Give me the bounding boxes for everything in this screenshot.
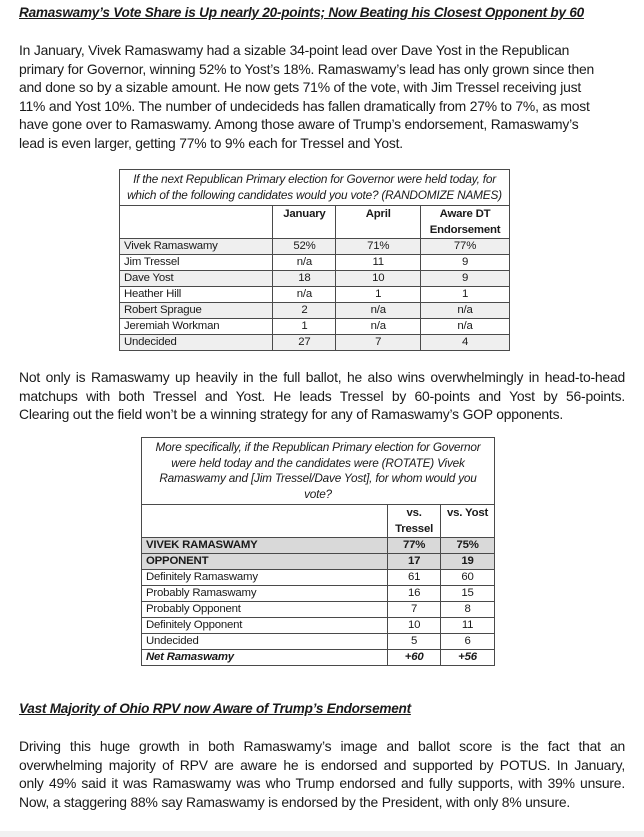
row-label: Jeremiah Workman (120, 319, 273, 335)
cell-aware: 77% (421, 239, 510, 255)
cell-vs-tressel: 17 (388, 554, 441, 570)
section-heading-vote-share: Ramaswamy’s Vote Share is Up nearly 20-points; Now Beating his Closest Opponent by 60 (19, 5, 584, 20)
cell-vs-yost: 75% (441, 538, 495, 554)
column-header-blank (142, 505, 388, 538)
cell-january: 2 (273, 303, 336, 319)
intro-paragraph (19, 41, 625, 153)
cell-april: 10 (336, 271, 421, 287)
table-row (142, 538, 495, 554)
row-label: Undecided (120, 335, 273, 351)
paragraph-line: matchups with both Tressel and Yost. He leads Tressel by 60-points and Yost by 56-points. (19, 387, 625, 404)
table-row (142, 586, 495, 602)
column-header-aware-dt: Aware DT Endorsement (421, 206, 510, 239)
paragraph-line: overwhelming majority of RPV are aware he is endorsed and supported by POTUS. In January, (19, 756, 625, 773)
column-header-blank (120, 206, 273, 239)
paragraph-line: primary for Governor, winning 52% to Yost’s 18%. Ramaswamy’s lead has only grown since then (19, 60, 595, 77)
table-question: More specifically, if the Republican Primary election for Governor were held today and the candidates were (ROTATE) Vivek Ramaswamy and [Jim Tressel/Dave Yost], for whom would you vote? (142, 438, 495, 505)
row-label: Undecided (142, 634, 388, 650)
cell-vs-tressel: +60 (388, 650, 441, 666)
cell-aware: 1 (421, 287, 510, 303)
cell-vs-yost: 15 (441, 586, 495, 602)
row-label: Vivek Ramaswamy (120, 239, 273, 255)
row-label: Jim Tressel (120, 255, 273, 271)
cell-aware: 4 (421, 335, 510, 351)
column-header-april: April (336, 206, 421, 239)
cell-january: 1 (273, 319, 336, 335)
cell-april: 71% (336, 239, 421, 255)
row-label: Robert Sprague (120, 303, 273, 319)
cell-april: 1 (336, 287, 421, 303)
table-row-net (142, 650, 495, 666)
head-to-head-table (141, 437, 495, 666)
paragraph-line: In January, Vivek Ramaswamy had a sizable 34-point lead over Dave Yost in the Republican (19, 42, 570, 58)
table-row (120, 287, 510, 303)
cell-vs-yost: 60 (441, 570, 495, 586)
row-label: Probably Opponent (142, 602, 388, 618)
paragraph-line: 11% and Yost 10%. The number of undecideds has fallen dramatically from 27% to 7%, as most (19, 97, 590, 114)
paragraph-line: Clearing out the field won’t be a winning strategy for any of Ramaswamy’s GOP opponents. (19, 406, 563, 423)
paragraph-line: have gone over to Ramaswamy. Among those aware of Trump’s endorsement, Ramaswamy’s (19, 116, 579, 133)
cell-january: 18 (273, 271, 336, 287)
cell-vs-yost: 11 (441, 618, 495, 634)
column-header-vs-yost: vs. Yost (441, 505, 495, 538)
cell-january: n/a (273, 287, 336, 303)
row-label: Probably Ramaswamy (142, 586, 388, 602)
paragraph-line: Now, a staggering 88% say Ramaswamy is endorsed by the President, with only 8% unsure. (19, 793, 571, 810)
head-to-head-paragraph (19, 368, 625, 424)
paragraph-line: Driving this huge growth in both Ramaswamy’s image and ballot score is the fact that an (19, 738, 625, 754)
cell-vs-tressel: 10 (388, 618, 441, 634)
row-label: Heather Hill (120, 287, 273, 303)
cell-aware: 9 (421, 255, 510, 271)
cell-april: 7 (336, 335, 421, 351)
cell-vs-yost: 19 (441, 554, 495, 570)
table-row (120, 239, 510, 255)
row-label: Net Ramaswamy (142, 650, 388, 666)
cell-aware: n/a (421, 303, 510, 319)
cell-vs-tressel: 77% (388, 538, 441, 554)
cell-vs-tressel: 7 (388, 602, 441, 618)
cell-january: 52% (273, 239, 336, 255)
table-row (142, 570, 495, 586)
cell-aware: 9 (421, 271, 510, 287)
paragraph-line: lead is even larger, getting 77% to 9% each for Tressel and Yost. (19, 134, 403, 151)
column-header-vs-tressel: vs. Tressel (388, 505, 441, 538)
row-label: VIVEK RAMASWAMY (142, 538, 388, 554)
table-row (142, 602, 495, 618)
cell-vs-tressel: 5 (388, 634, 441, 650)
cell-april: 11 (336, 255, 421, 271)
cell-aware: n/a (421, 319, 510, 335)
cell-vs-tressel: 16 (388, 586, 441, 602)
cell-vs-yost: 6 (441, 634, 495, 650)
table-row (120, 255, 510, 271)
paragraph-line: Not only is Ramaswamy up heavily in the full ballot, he also wins overwhelmingly in head-to-head (19, 369, 625, 385)
paragraph-line: and done so by a sizable amount. He now gets 71% of the vote, with Jim Tressel receiving just (19, 79, 582, 96)
row-label: OPPONENT (142, 554, 388, 570)
row-label: Definitely Opponent (142, 618, 388, 634)
table-row (120, 335, 510, 351)
column-header-january: January (273, 206, 336, 239)
cell-april: n/a (336, 319, 421, 335)
table-row (142, 634, 495, 650)
primary-ballot-table (119, 169, 510, 351)
cell-vs-tressel: 61 (388, 570, 441, 586)
cell-april: n/a (336, 303, 421, 319)
section-heading-endorsement-awareness: Vast Majority of Ohio RPV now Aware of Trump’s Endorsement (19, 701, 411, 716)
cell-january: 27 (273, 335, 336, 351)
cell-vs-yost: +56 (441, 650, 495, 666)
table-row (120, 271, 510, 287)
row-label: Dave Yost (120, 271, 273, 287)
table-row (120, 303, 510, 319)
table-row (142, 618, 495, 634)
cell-january: n/a (273, 255, 336, 271)
page-bottom-band (0, 831, 644, 837)
row-label: Definitely Ramaswamy (142, 570, 388, 586)
endorsement-paragraph (19, 737, 625, 811)
paragraph-line: only 49% said it was Ramaswamy was who Trump endorsed and fully supports, with 39% unsure. (19, 775, 625, 792)
cell-vs-yost: 8 (441, 602, 495, 618)
table-question: If the next Republican Primary election for Governor were held today, for which of the following candidates would you vote? (RANDOMIZE NAMES) (120, 170, 510, 206)
table-row (120, 319, 510, 335)
table-row (142, 554, 495, 570)
